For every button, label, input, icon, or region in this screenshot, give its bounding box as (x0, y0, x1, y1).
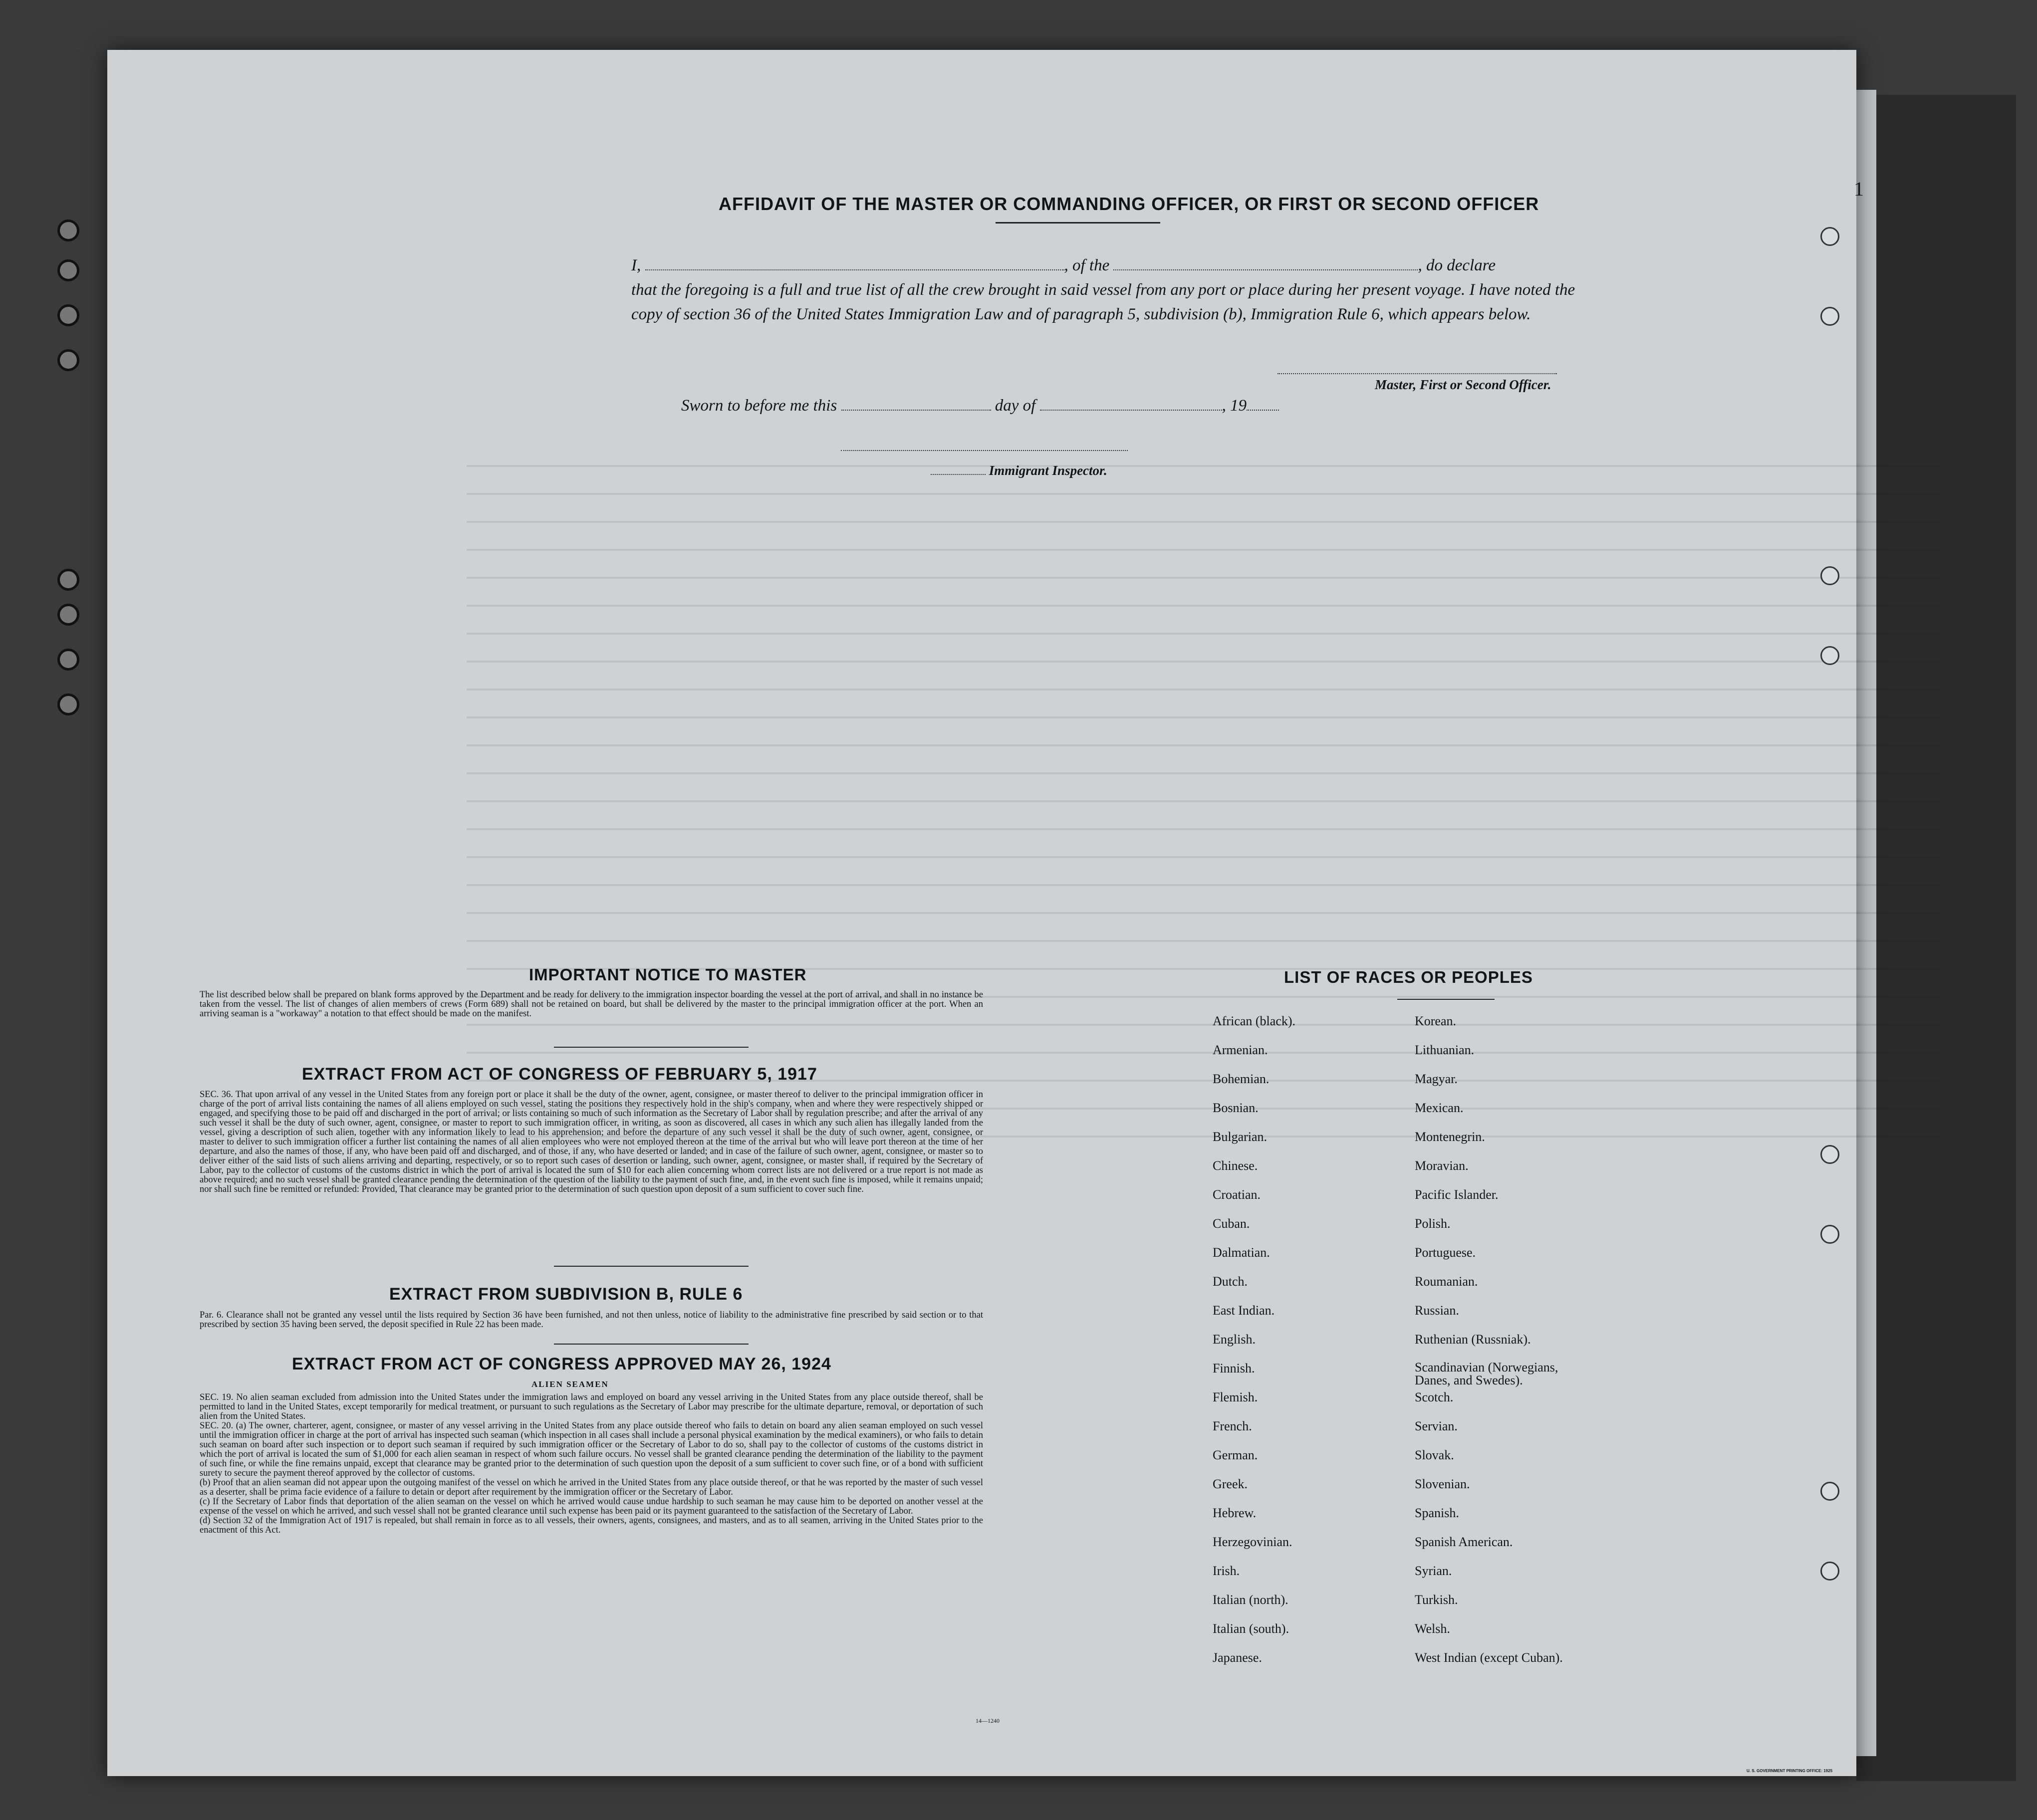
printer-note: U. S. GOVERNMENT PRINTING OFFICE: 1925 (1747, 1769, 1833, 1773)
alien-seamen-subtitle: ALIEN SEAMEN (531, 1379, 609, 1389)
race-item: Herzegovinian. (1213, 1535, 1292, 1549)
title-rule (996, 222, 1160, 224)
binding-hole (57, 259, 79, 281)
race-item: Flemish. (1213, 1390, 1258, 1404)
punch-hole (1820, 1482, 1839, 1501)
extract-1917-text: SEC. 36. That upon arrival of any vessel in the United States from any foreign port or place it shall be the duty of the owner, agent, consignee, or master thereof to deliver to the principal immigration officer in charge of the port of arrival lists containing the names of all aliens employed on such vessel, stating the positions they respectively hold in the ship's company, when and where they were respectively shipped or engaged, and specifying those to be paid off and discharged in the port of arrival; or lists containing so much of such information as the Secretary of Labor shall by regulation prescribe; and after the arrival of any such vessel it shall be the duty of such owner, agent, consignee, or master to report to such immigration officer, in writing, as soon as discovered, all cases in which any such alien has illegally landed from the vessel, giving a description of such alien, together with any information likely to lead to his apprehension; and before the departure of any such vessel it shall be the duty of such owner, agent, consignee, or master to deliver to such immigration officer a further list containing the names of all alien employees who were not employed thereon at the time of the arrival but who will leave port thereon at the time of her departure, and also the names of those, if any, who have been paid off and discharged, and of those, if any, who have deserted or landed; and in case of the failure of such owner, agent, consignee, or master so to deliver either of the said lists of such aliens arriving and departing, respectively, or so to report such cases of desertion or landing, such owner, agent, consignee, or master shall, if required by the Secretary of Labor, pay to the collector of customs of the customs district in which the port of arrival is located the sum of $10 for each alien concerning whom correct lists are not delivered or a true report is not made as above required; and no such vessel shall be granted clearance pending the determination of the question of the liability to the payment of such fine, and, in the event such fine is imposed, while it remains unpaid; nor shall such fine be remitted or refunded: Provided, That clearance may be granted prior to the determination of such question upon deposit of a sum sufficient to cover such fine. (200, 1090, 983, 1194)
race-item: Bosnian. (1213, 1101, 1259, 1115)
race-item: Cuban. (1213, 1216, 1250, 1231)
year-blank[interactable] (1247, 410, 1279, 411)
race-item: Spanish American. (1415, 1535, 1513, 1549)
race-item: Scandinavian (Norwegians, Danes, and Swedes). (1415, 1360, 1558, 1387)
sworn-day-of: day of (995, 397, 1036, 415)
race-item: Portuguese. (1415, 1245, 1476, 1260)
race-item: English. (1213, 1332, 1256, 1347)
master-signature-label: Master, First or Second Officer. (1375, 377, 1551, 392)
sec20c-text: (c) If the Secretary of Labor finds that deportation of the alien seaman on the vessel on which he arrived would cause undue hardship to such seaman he may cause him to be deported on another vessel at the expense of the vessel on which he arrived, and such vessel shall not be granted clearance until such expense has been paid or its payment guaranteed to the satisfaction of the Secretary of Labor. (200, 1497, 983, 1516)
sec20d-text: (d) Section 32 of the Immigration Act of 1917 is repealed, but shall remain in force as to all vessels, their owners, agents, consignees, and masters, and as to all seamen, arriving in the United States prior to the enactment of this Act. (200, 1516, 983, 1535)
punch-hole (1820, 227, 1839, 246)
inspector-label-text: Immigrant Inspector. (989, 463, 1107, 478)
race-item: Armenian. (1213, 1043, 1268, 1057)
binding-hole (57, 304, 79, 326)
bleed-through-lines (467, 439, 1939, 1162)
declaration-i: I, (631, 256, 641, 274)
punch-hole (1820, 646, 1839, 665)
race-item: Pacific Islander. (1415, 1187, 1499, 1202)
inspector-signature-line[interactable] (841, 450, 1128, 451)
sec20a-text: SEC. 20. (a) The owner, charterer, agent, consignee, or master of any vessel arriving in the United States from any place outside thereof who fails to detain on board any alien seaman employed on such vessel until the immigration officer in charge at the port of arrival has inspected such seaman (which inspection in all cases shall include a personal physical examination by the medical examiners), or who fails to detain such seaman on board after such inspection or to deport such seaman if required by such immigration officer or the Secretary of Labor to do so, shall pay to the collector of customs of the customs district in which the port of arrival is located the sum of $1,000 for each alien seaman in respect of whom such failure occurs. No vessel shall be granted clearance pending the determination of the liability to the payment of such fine, or while the fine remains unpaid, except that clearance may be granted prior to the determination of such question upon the deposit of a sum sufficient to cover such fine, or of a bond with sufficient surety to secure the payment thereof approved by the collector of customs. (200, 1421, 983, 1478)
races-rule (1397, 999, 1495, 1000)
race-item: Bohemian. (1213, 1072, 1270, 1086)
race-item: Irish. (1213, 1564, 1240, 1578)
affidavit-declaration (631, 253, 1594, 327)
punch-hole (1820, 307, 1839, 326)
declaration-do-declare: , do declare (1418, 256, 1496, 274)
punch-hole (1820, 1225, 1839, 1244)
races-left-column (1213, 1014, 1295, 1679)
binding-hole (57, 604, 79, 626)
sec19-text: SEC. 19. No alien seaman excluded from admission into the United States under the immigration laws and employed on board any vessel arriving in the United States from any place outside thereof, shall be permitted to land in the United States, except temporarily for medical treatment, or pursuant to such regulations as the Secretary of Labor may prescribe for the ultimate departure, removal, or deportation of such alien from the United States. (200, 1392, 983, 1421)
declaration-of-the: , of the (1064, 256, 1110, 274)
race-item: Montenegrin. (1415, 1130, 1485, 1144)
race-item: Hebrew. (1213, 1506, 1257, 1520)
binding-hole (57, 569, 79, 591)
race-item: Magyar. (1415, 1072, 1458, 1086)
race-item: Russian. (1415, 1303, 1459, 1318)
race-item: Lithuanian. (1415, 1043, 1475, 1057)
race-item: West Indian (except Cuban). (1415, 1650, 1563, 1665)
race-item: Bulgarian. (1213, 1130, 1268, 1144)
race-item: Korean. (1415, 1014, 1457, 1028)
notice-text: The list described below shall be prepared on blank forms approved by the Department and be ready for delivery to the immigration inspector boarding the vessel at the port of arrival, and shall in no instance be taken from the vessel. The list of changes of alien members of crews (Form 689) shall not be retained on board, but shall be delivered by the master to the principal immigration officer at the port. When an arriving seaman is a "workaway" a notation to that effect should be made on the manifest. (200, 990, 983, 1019)
extract-1924-text (200, 1393, 983, 1535)
race-item: Mexican. (1415, 1101, 1464, 1115)
race-item: Polish. (1415, 1216, 1451, 1231)
vessel-blank[interactable] (1113, 269, 1418, 270)
punch-hole (1820, 566, 1839, 585)
race-item: Slovenian. (1415, 1477, 1470, 1491)
race-item: Finnish. (1213, 1361, 1255, 1375)
race-item: Slovak. (1415, 1448, 1454, 1462)
binding-hole (57, 649, 79, 671)
rule6-title: EXTRACT FROM SUBDIVISION B, RULE 6 (389, 1285, 743, 1304)
affidavit-title: AFFIDAVIT OF THE MASTER OR COMMANDING OFFICER, OR FIRST OR SECOND OFFICER (719, 194, 1539, 214)
race-item: Croatian. (1213, 1187, 1261, 1202)
rule6-rule (554, 1344, 749, 1345)
binding-hole (57, 693, 79, 715)
document-page (107, 50, 1864, 1776)
race-item: Spanish. (1415, 1506, 1459, 1520)
sec20b-text: (b) Proof that an alien seaman did not appear upon the outgoing manifest of the vessel on which he arrived in the United States from any place outside thereof, or that he was reported by the master of such vessel as a deserter, shall be prima facie evidence of a failure to detain or deport after requirement by the immigration officer or the Secretary of Labor. (200, 1478, 983, 1497)
declaration-body: that the foregoing is a full and true list of all the crew brought in said vessel from any port or place during her present voyage. I have noted the copy of section 36 of the United States Immigration Law and of paragraph 5, subdivision (b), Immigration Rule 6, which appears below. (631, 281, 1575, 323)
race-item: Welsh. (1415, 1621, 1450, 1636)
race-item: Greek. (1213, 1477, 1248, 1491)
sworn-statement (681, 397, 1279, 415)
race-item: French. (1213, 1419, 1252, 1433)
master-signature-line[interactable] (1277, 373, 1557, 374)
race-item: Japanese. (1213, 1650, 1262, 1665)
extract-1924-title: EXTRACT FROM ACT OF CONGRESS APPROVED MAY 26, 1924 (292, 1355, 831, 1373)
rule6-text: Par. 6. Clearance shall not be granted any vessel until the lists required by Section 36 have been furnished, and not then unless, notice of liability to the administrative fine prescribed by said section or to that prescribed by section 35 having been served, the deposit specified in Rule 22 has been made. (200, 1310, 983, 1330)
inspector-label (931, 463, 1107, 478)
notice-title: IMPORTANT NOTICE TO MASTER (529, 965, 807, 984)
race-item: Turkish. (1415, 1592, 1458, 1607)
race-item: Italian (south). (1213, 1621, 1289, 1636)
race-item: Syrian. (1415, 1564, 1452, 1578)
race-item: Moravian. (1415, 1158, 1469, 1173)
race-item: German. (1213, 1448, 1258, 1462)
day-blank[interactable] (841, 410, 991, 411)
race-item: Dutch. (1213, 1274, 1248, 1289)
notice-rule (554, 1047, 749, 1048)
races-title: LIST OF RACES OR PEOPLES (1284, 968, 1533, 986)
page-number: 1 (1854, 178, 1864, 200)
race-item: Ruthenian (Russniak). (1415, 1332, 1531, 1347)
inspector-blank[interactable] (931, 474, 986, 475)
race-item: East Indian. (1213, 1303, 1275, 1318)
race-item: Roumanian. (1415, 1274, 1478, 1289)
extract-1917-rule (554, 1266, 749, 1267)
race-item: Italian (north). (1213, 1592, 1288, 1607)
binding-hole (57, 220, 79, 241)
race-item: African (black). (1213, 1014, 1296, 1028)
month-blank[interactable] (1040, 410, 1222, 411)
race-item: Dalmatian. (1213, 1245, 1270, 1260)
sworn-year: , 19 (1222, 397, 1247, 415)
name-blank[interactable] (645, 269, 1064, 270)
form-number: 14—1240 (976, 1717, 1000, 1724)
punch-hole (1820, 1145, 1839, 1164)
sworn-text: Sworn to before me this (681, 397, 837, 415)
binding-hole (57, 349, 79, 371)
race-item: Servian. (1415, 1419, 1458, 1433)
punch-hole (1820, 1562, 1839, 1581)
race-item: Scotch. (1415, 1390, 1454, 1404)
races-right-column (1415, 1014, 1594, 1679)
extract-1917-title: EXTRACT FROM ACT OF CONGRESS OF FEBRUARY 5, 1917 (302, 1065, 817, 1084)
race-item: Chinese. (1213, 1158, 1258, 1173)
